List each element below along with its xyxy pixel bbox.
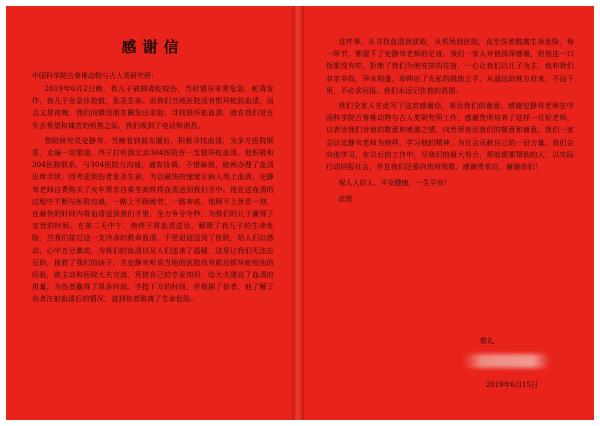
redacted-signature (464, 354, 550, 368)
letter-salutation: 中国科学院古脊椎动物与古人类研究所： (32, 72, 158, 80)
page-fold (292, 6, 304, 420)
respect-text: 敬礼 (480, 337, 494, 345)
letter-right-page (304, 6, 594, 420)
letter-date: 2019年6月15日 (485, 381, 538, 389)
closing-word: 此致 (338, 195, 353, 204)
letter-paragraph: 我们全家人在此写下这封感谢信，表达我们的谢意。感谢史静耸老师在中国科学院古脊椎动物与古人类研究所工作，感谢贵所培养了这样一位好老师，以表达我们对他的敬意和感激之情，向贵所表达我们的敬意和谢意。我们一家会以史静耸老师为榜样，学习他的精神，为社会贡献自己的一份力量。我们会向他学习，在以后的工作中，尽我们的最大努力，帮助需要帮助的人，以实际行动回报社会，并且我们还要向贵所致敬，感谢贵单位，谢谢你们！ (326, 102, 574, 172)
letter-left-page (6, 6, 292, 420)
letter-title: 感谢信 (121, 38, 185, 56)
letter-paragraph: 2019年6月2日晚，我儿子被剧毒蛇咬伤，当时情况非常危急，蛇毒发作，我儿子在急诊抢救，危及生命。而我们当地医院没有银环蛇抗血清，而且又是夜晚，我们向微信朋友圈发出求助，寻找银环蛇血清，就在我们处在失去希望和痛苦的煎熬之际，我们收到了电话和消息。 (32, 85, 274, 130)
letter-paragraph: 您院研究员史静耸，当晚看到朋友圈后，积极寻找血清，为多方医院联系，走遍一切渠道，终于打听到北京304医院有一支银环蛇血清，他积极和304医院联系，与304医院方沟通，通宵协调，不惜麻烦，破例办理了血清出库手续，因考虑到伤者危及生命，为以最快的速度让病人用上血清，史静耸老师自费购买了火车票亲自乘坐高铁将血清送到我们手中。他在送血清的过程中不断与医院沟通，一路上不顾疲劳，一路奔波，他顾不上休息一刻，在最快的时间内将血清送到我们手里，全力争分夺秒，为我们的儿子赢得了宝贵的时间。在第二天中午，他终于将血清送达，解除了我儿子的生命危险，当我们接过这一支冷冻的救命血清，千里迢迢送到了医院，给人们以感动，心中万分激动，为我们的血清以及人们送来了温暖，这是让我们无法忘记的，拯救了我们的孩子。当史静耸听说当地的医院没有救治银环蛇咬伤的经验，就主动和医院大夫交流，凭借自己的专业知识，给大夫建议了血清的用量，为伤者赢得了很多时间。手指下方的时间，并根据了伤者，他了解了伤者注射血清后的情况，直到伤者脱离了生命危险。 (32, 136, 274, 304)
letter-paragraph: 这件事，从寻找血清到获取，从机场到医院，直至伤者脱离生命危险，每一环节，都留下了史静耸老师的足迹。我们一家人对他深深感谢，但他连一口饭都没有吃，拒绝了我们为他安排的住宿，一心让我们以儿子为主。他和我们非亲非故，萍水相逢，却伸出了无私的援助之手，从遥远的地方赶来，不远千里，不必求回报。我们永远记住他的恩情。 (326, 38, 574, 95)
closing-wish: 祝人人好人，平安健康，一生平安！ (338, 179, 451, 188)
